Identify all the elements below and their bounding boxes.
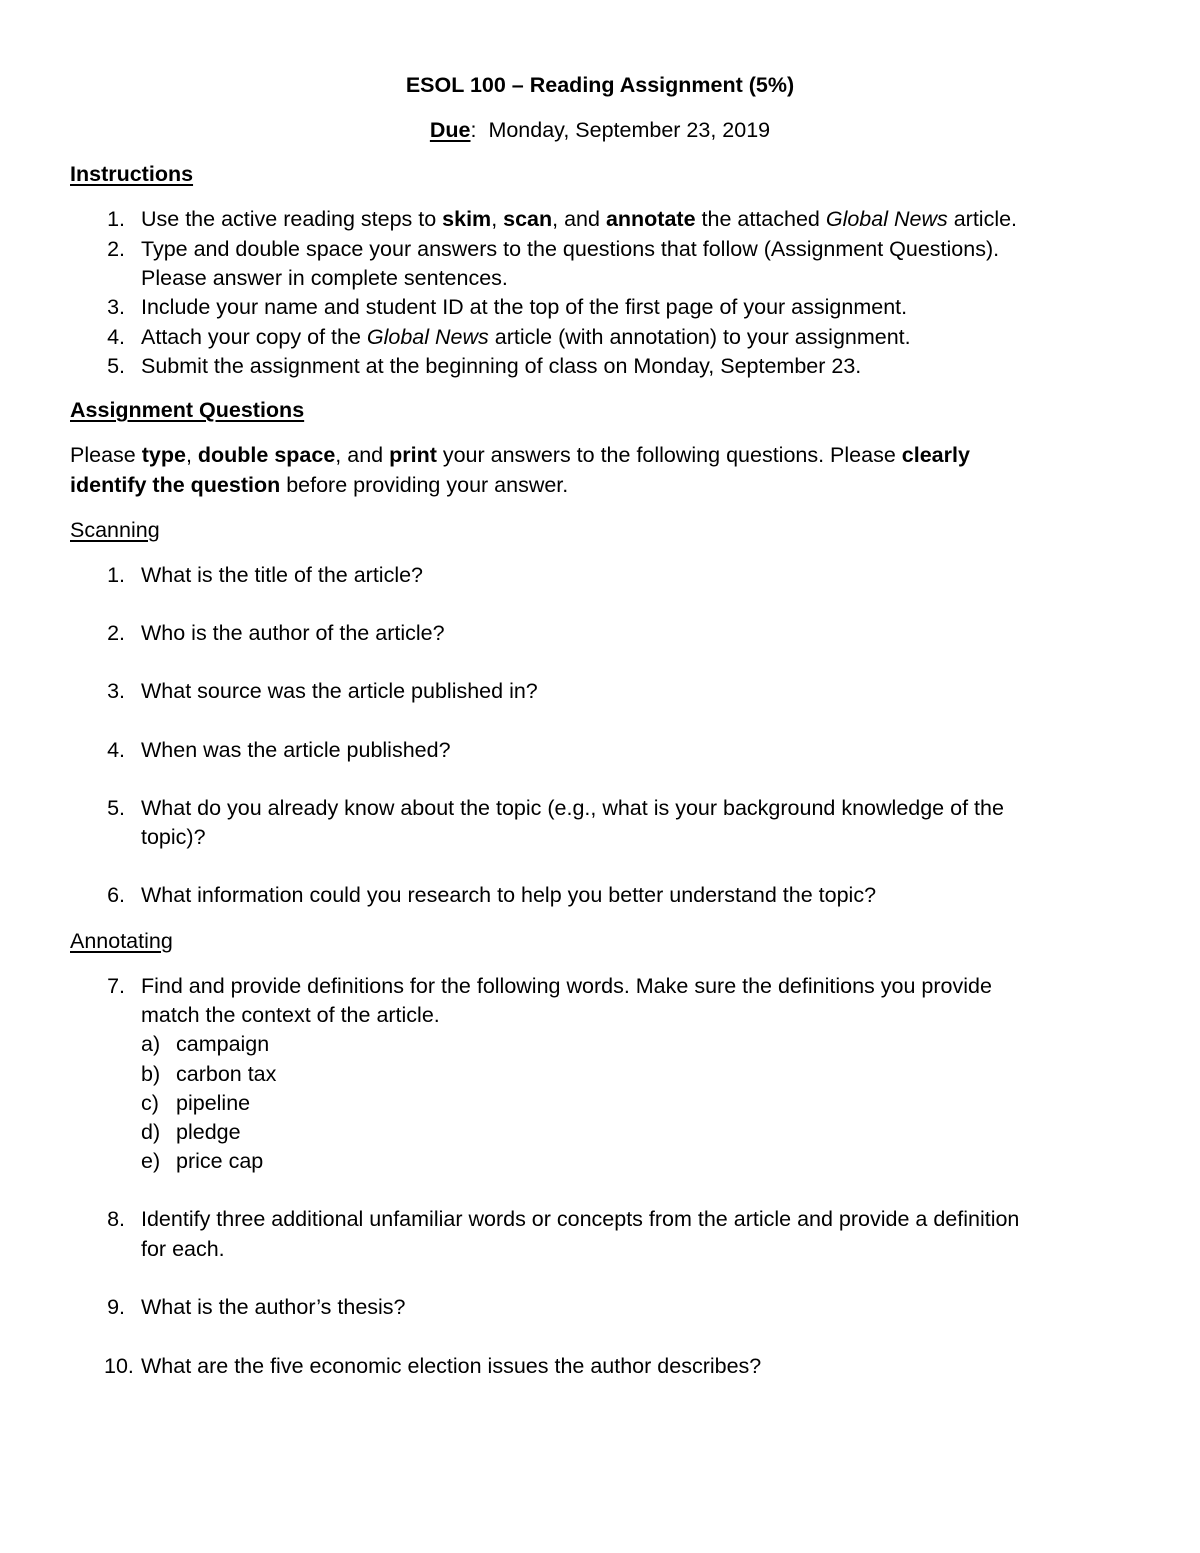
- instruction-number: 3.: [107, 295, 125, 319]
- vocab-word: pledge: [176, 1120, 241, 1144]
- instructions-heading: Instructions: [70, 162, 194, 186]
- document-title: ESOL 100 – Reading Assignment (5%): [405, 73, 795, 97]
- question-number: 2.: [107, 621, 125, 645]
- question-number: 1.: [107, 563, 125, 587]
- question-text: Find and provide definitions for the following words. Make sure the definitions you provide: [141, 974, 992, 998]
- vocab-word: pipeline: [176, 1091, 251, 1115]
- instruction-number: 5.: [107, 354, 125, 378]
- due-date-line: [0, 120, 1200, 142]
- question-number: 8.: [107, 1207, 125, 1231]
- question-text: What information could you research to help you better understand the topic?: [141, 883, 877, 907]
- vocab-letter: c): [141, 1091, 159, 1115]
- annotating-heading: Annotating: [70, 929, 173, 953]
- question-number: 7.: [107, 974, 125, 998]
- vocab-word: carbon tax: [176, 1062, 277, 1086]
- instruction-item: Use the active reading steps to skim, scan, and annotate the attached Global News article.: [141, 207, 1018, 231]
- question-text: Who is the author of the article?: [141, 621, 445, 645]
- assignment-intro-line2: identify the question before providing your answer.: [70, 473, 569, 497]
- instruction-item: Submit the assignment at the beginning of class on Monday, September 23.: [141, 354, 862, 378]
- vocab-word: price cap: [176, 1149, 264, 1173]
- instruction-item: Include your name and student ID at the top of the first page of your assignment.: [141, 295, 908, 319]
- assignment-questions-heading: Assignment Questions: [70, 398, 305, 422]
- question-number: 5.: [107, 796, 125, 820]
- vocab-letter: b): [141, 1062, 161, 1086]
- question-number: 10.: [104, 1354, 134, 1378]
- question-number: 9.: [107, 1295, 125, 1319]
- instruction-number: 1.: [107, 207, 125, 231]
- assignment-intro-line1: Please type, double space, and print your answers to the following questions. Please clearly: [70, 443, 970, 467]
- question-text: When was the article published?: [141, 738, 451, 762]
- question-text-continuation: match the context of the article.: [141, 1003, 440, 1027]
- question-number: 4.: [107, 738, 125, 762]
- scanning-heading: Scanning: [70, 518, 160, 542]
- question-text: What are the five economic election issues the author describes?: [141, 1354, 762, 1378]
- question-text: What do you already know about the topic (e.g., what is your background knowledge of the: [141, 796, 1004, 820]
- vocab-letter: e): [141, 1149, 161, 1173]
- instruction-number: 4.: [107, 325, 125, 349]
- question-text: What is the title of the article?: [141, 563, 424, 587]
- instruction-item: Type and double space your answers to the questions that follow (Assignment Questions).: [141, 237, 1000, 261]
- question-number: 6.: [107, 883, 125, 907]
- due-label: Due: [429, 118, 471, 142]
- question-text: What is the author’s thesis?: [141, 1295, 406, 1319]
- instruction-number: 2.: [107, 237, 125, 261]
- due-separator: :: [470, 118, 477, 142]
- instruction-item-continuation: Please answer in complete sentences.: [141, 266, 508, 290]
- question-text: What source was the article published in?: [141, 679, 538, 703]
- question-text: Identify three additional unfamiliar words or concepts from the article and provide a definition: [141, 1207, 1020, 1231]
- question-number: 3.: [107, 679, 125, 703]
- instruction-item: Attach your copy of the Global News article (with annotation) to your assignment.: [141, 325, 911, 349]
- question-text-continuation: for each.: [141, 1237, 225, 1261]
- vocab-word: campaign: [176, 1032, 270, 1056]
- vocab-letter: d): [141, 1120, 161, 1144]
- question-text-continuation: topic)?: [141, 825, 206, 849]
- due-date: Monday, September 23, 2019: [488, 118, 771, 142]
- vocab-letter: a): [141, 1032, 161, 1056]
